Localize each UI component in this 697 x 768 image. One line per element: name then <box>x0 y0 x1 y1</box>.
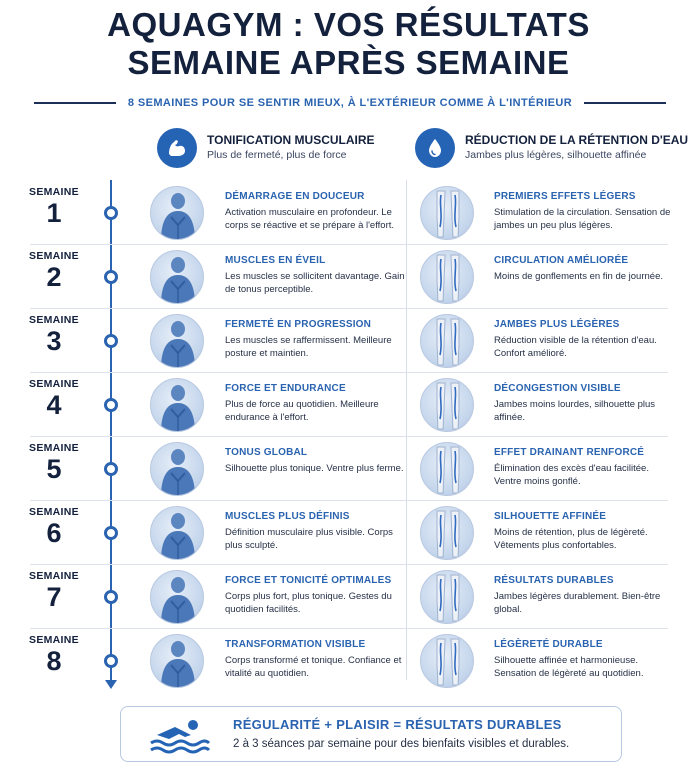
week-number: 7 <box>46 582 62 612</box>
muscle-result-description: Corps plus fort, plus tonique. Gestes du quotidien facilités. <box>225 591 392 615</box>
water-result-title: EFFET DRAINANT RENFORCÉ <box>494 447 645 458</box>
muscle-result <box>225 446 405 475</box>
row-separator <box>30 500 668 501</box>
timeline-dot <box>104 654 118 668</box>
title-line-1: AQUAGYM : VOS RÉSULTATS <box>107 6 590 43</box>
week-row <box>0 372 697 436</box>
week-number: 8 <box>46 646 62 676</box>
subtitle-rule-left <box>34 102 116 104</box>
muscle-result-title: DÉMARRAGE EN DOUCEUR <box>225 191 365 202</box>
muscle-result <box>225 254 405 296</box>
title-line-2: SEMAINE APRÈS SEMAINE <box>127 44 570 81</box>
week-word: SEMAINE <box>29 570 79 582</box>
week-word: SEMAINE <box>29 378 79 390</box>
muscle-body-image <box>150 186 204 240</box>
footer-description: 2 à 3 séances par semaine pour des bienfaits visibles et durables. <box>233 738 570 750</box>
week-number: 4 <box>46 390 62 420</box>
water-result <box>494 510 674 552</box>
water-result-description: Moins de gonflements en fin de journée. <box>494 271 663 282</box>
week-row <box>0 564 697 628</box>
page-title <box>0 6 697 82</box>
legs-image <box>420 442 474 496</box>
water-result-description: Jambes légères durablement. Bien-être global. <box>494 591 661 615</box>
week-row <box>0 436 697 500</box>
footer-banner <box>120 706 622 762</box>
muscle-result <box>225 510 405 552</box>
week-number: 2 <box>46 262 62 292</box>
water-result-title: RÉSULTATS DURABLES <box>494 575 614 586</box>
timeline-dot <box>104 206 118 220</box>
column-subheading: Jambes plus légères, silhouette affinée <box>465 149 647 161</box>
week-label <box>22 634 86 676</box>
week-label <box>22 186 86 228</box>
water-result <box>494 318 674 360</box>
water-result <box>494 638 674 680</box>
muscle-result <box>225 574 405 616</box>
week-number: 5 <box>46 454 62 484</box>
week-row <box>0 180 697 244</box>
water-result <box>494 446 674 488</box>
week-word: SEMAINE <box>29 314 79 326</box>
water-result-description: Moins de rétention, plus de légèreté. Vêtements plus confortables. <box>494 527 648 551</box>
week-label <box>22 314 86 356</box>
water-result-title: CIRCULATION AMÉLIORÉE <box>494 255 629 266</box>
water-result <box>494 190 674 232</box>
timeline-dot <box>104 526 118 540</box>
water-result-title: DÉCONGESTION VISIBLE <box>494 383 621 394</box>
column-heading: RÉDUCTION DE LA RÉTENTION D'EAU <box>465 133 689 147</box>
column-heading: TONIFICATION MUSCULAIRE <box>207 133 375 147</box>
week-word: SEMAINE <box>29 634 79 646</box>
timeline-dot <box>104 270 118 284</box>
muscle-body-image <box>150 506 204 560</box>
row-separator <box>30 564 668 565</box>
muscle-body-image <box>150 570 204 624</box>
legs-image <box>420 570 474 624</box>
week-word: SEMAINE <box>29 186 79 198</box>
week-number: 3 <box>46 326 62 356</box>
column-subheading: Plus de fermeté, plus de force <box>207 149 347 161</box>
week-word: SEMAINE <box>29 506 79 518</box>
week-number: 6 <box>46 518 62 548</box>
week-label <box>22 442 86 484</box>
muscle-result-title: FORCE ET ENDURANCE <box>225 383 346 394</box>
subtitle-row <box>34 95 666 111</box>
water-result-description: Jambes moins lourdes, silhouette plus affinée. <box>494 399 656 423</box>
water-result-title: SILHOUETTE AFFINÉE <box>494 511 607 522</box>
muscle-result-title: TONUS GLOBAL <box>225 447 308 458</box>
muscle-result-description: Définition musculaire plus visible. Corps plus sculpté. <box>225 527 393 551</box>
muscle-result-description: Plus de force au quotidien. Meilleure endurance à l'effort. <box>225 399 379 423</box>
legs-image <box>420 314 474 368</box>
week-row <box>0 628 697 692</box>
water-result-description: Réduction visible de la rétention d'eau. Confort amélioré. <box>494 335 657 359</box>
muscle-body-image <box>150 634 204 688</box>
muscle-result <box>225 318 405 360</box>
muscle-result <box>225 382 405 424</box>
timeline-dot <box>104 334 118 348</box>
muscle-result-description: Les muscles se raffermissent. Meilleure posture et maintien. <box>225 335 392 359</box>
timeline-dot <box>104 398 118 412</box>
row-separator <box>30 372 668 373</box>
swimmer-icon <box>147 715 211 755</box>
muscle-result-description: Activation musculaire en profondeur. Le corps se réactive et se prépare à l'effort. <box>225 207 395 231</box>
row-separator <box>30 308 668 309</box>
week-row <box>0 500 697 564</box>
water-result-title: JAMBES PLUS LÉGÈRES <box>494 319 620 330</box>
water-result-description: Élimination des excès d'eau facilitée. Ventre moins gonflé. <box>494 463 649 487</box>
row-separator <box>30 244 668 245</box>
column-header-water <box>415 128 688 168</box>
water-result-title: PREMIERS EFFETS LÉGERS <box>494 191 636 202</box>
week-label <box>22 570 86 612</box>
water-result-description: Stimulation de la circulation. Sensation de jambes un peu plus légères. <box>494 207 671 231</box>
water-result <box>494 254 674 283</box>
muscle-result <box>225 638 405 680</box>
page-subtitle: 8 SEMAINES POUR SE SENTIR MIEUX, À L'EXTÉRIEUR COMME À L'INTÉRIEUR <box>127 97 573 109</box>
week-row <box>0 244 697 308</box>
muscle-result-title: FERMETÉ EN PROGRESSION <box>225 319 372 330</box>
legs-image <box>420 378 474 432</box>
muscle-result-title: TRANSFORMATION VISIBLE <box>225 639 366 650</box>
week-label <box>22 378 86 420</box>
subtitle-rule-right <box>584 102 666 104</box>
water-result-description: Silhouette affinée et harmonieuse. Sensation de légèreté au quotidien. <box>494 655 644 679</box>
muscle-result-title: MUSCLES EN ÉVEIL <box>225 255 326 266</box>
legs-image <box>420 506 474 560</box>
week-row <box>0 308 697 372</box>
muscle-body-image <box>150 442 204 496</box>
muscle-result-title: FORCE ET TONICITÉ OPTIMALES <box>225 575 392 586</box>
water-drop-icon <box>415 128 455 168</box>
week-label <box>22 506 86 548</box>
timeline-dot <box>104 462 118 476</box>
water-result <box>494 382 674 424</box>
muscle-result-description: Corps transformé et tonique. Confiance et vitalité au quotidien. <box>225 655 402 679</box>
muscle-body-image <box>150 378 204 432</box>
week-label <box>22 250 86 292</box>
flexed-arm-icon <box>157 128 197 168</box>
row-separator <box>30 628 668 629</box>
muscle-result-description: Silhouette plus tonique. Ventre plus ferme. <box>225 463 404 474</box>
timeline-dot <box>104 590 118 604</box>
water-result-title: LÉGÈRETÉ DURABLE <box>494 639 603 650</box>
week-word: SEMAINE <box>29 442 79 454</box>
week-word: SEMAINE <box>29 250 79 262</box>
muscle-body-image <box>150 314 204 368</box>
legs-image <box>420 634 474 688</box>
legs-image <box>420 186 474 240</box>
muscle-result <box>225 190 405 232</box>
row-separator <box>30 436 668 437</box>
column-header-muscle <box>157 128 375 168</box>
week-number: 1 <box>46 198 62 228</box>
muscle-body-image <box>150 250 204 304</box>
muscle-result-title: MUSCLES PLUS DÉFINIS <box>225 511 350 522</box>
footer-title: RÉGULARITÉ + PLAISIR = RÉSULTATS DURABLES <box>233 717 562 732</box>
legs-image <box>420 250 474 304</box>
water-result <box>494 574 674 616</box>
muscle-result-description: Les muscles se sollicitent davantage. Gain de tonus perceptible. <box>225 271 405 295</box>
